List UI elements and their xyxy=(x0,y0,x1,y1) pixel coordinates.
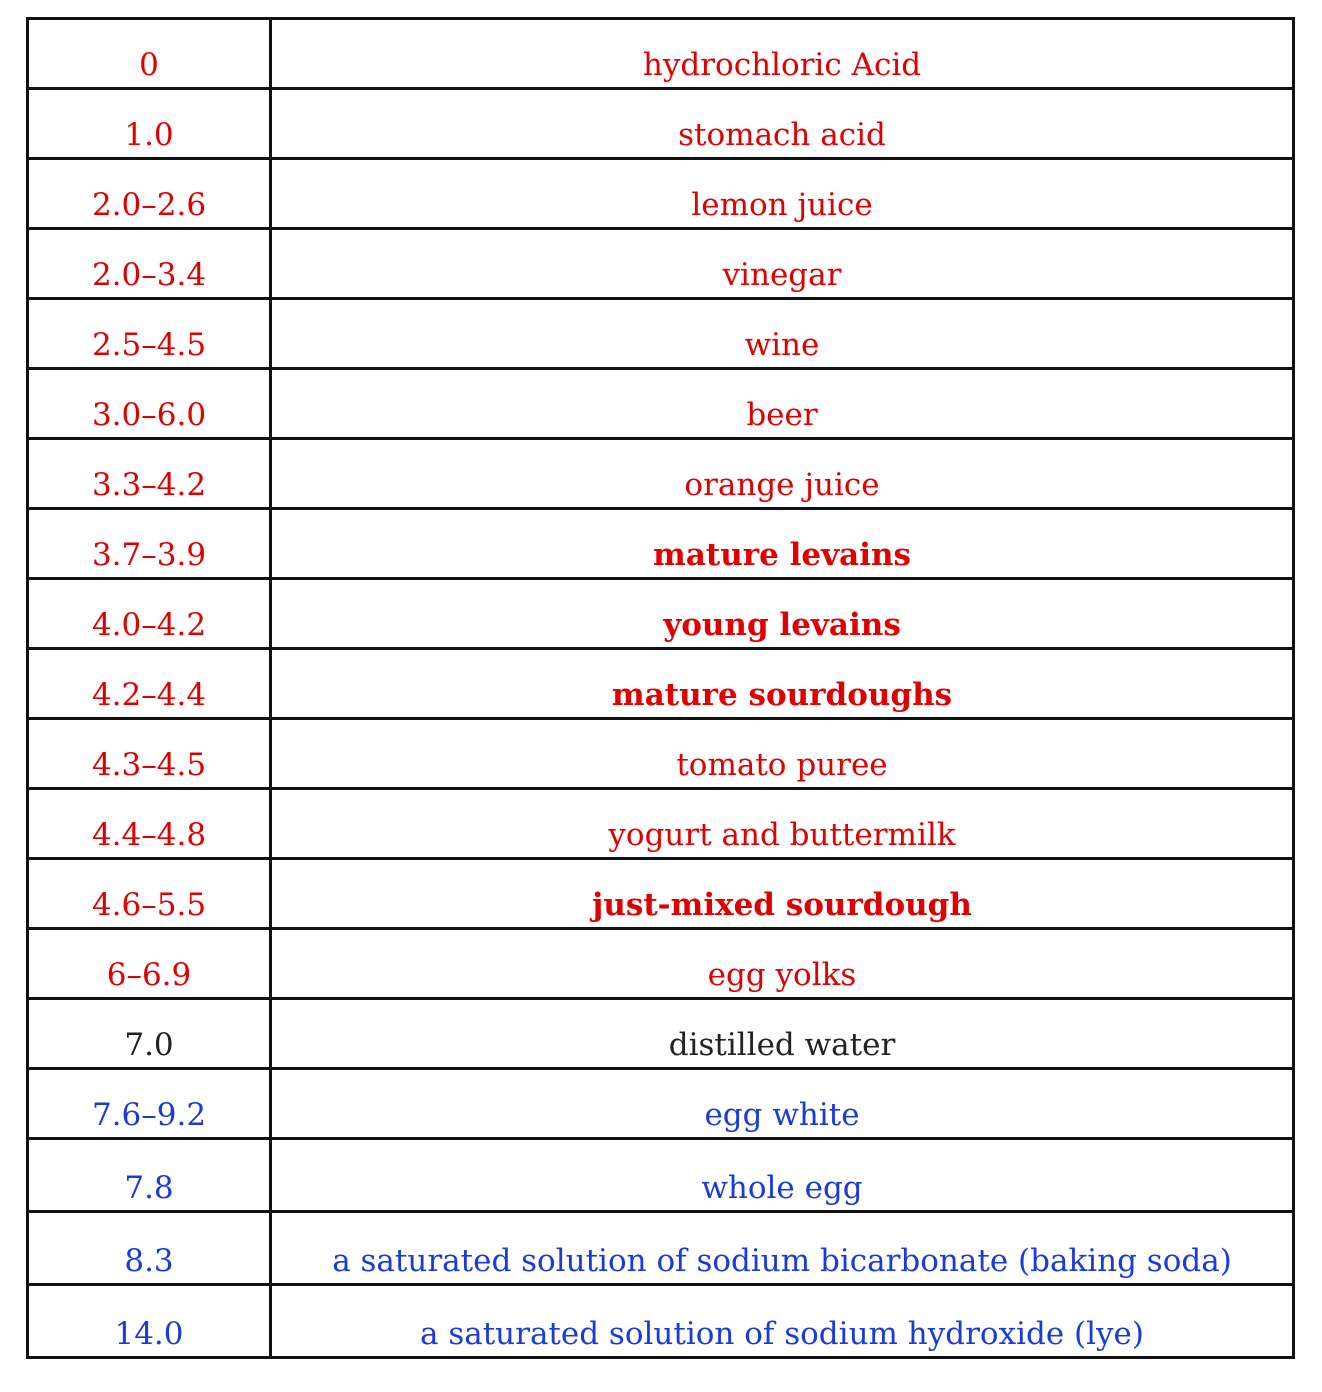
ph-value-cell: 7.8 xyxy=(28,1139,271,1212)
table-row xyxy=(28,789,1294,859)
ph-value-cell: 6–6.9 xyxy=(28,929,271,999)
table-row xyxy=(28,1212,1294,1285)
ph-value-cell: 4.3–4.5 xyxy=(28,719,271,789)
substance-cell: vinegar xyxy=(271,229,1294,299)
ph-value-cell: 3.0–6.0 xyxy=(28,369,271,439)
table-row xyxy=(28,89,1294,159)
table-row xyxy=(28,929,1294,999)
substance-cell: hydrochloric Acid xyxy=(271,19,1294,89)
substance-cell: just-mixed sourdough xyxy=(271,859,1294,929)
table-row xyxy=(28,999,1294,1069)
table-row xyxy=(28,439,1294,509)
ph-value-cell: 14.0 xyxy=(28,1285,271,1358)
substance-cell: a saturated solution of sodium bicarbonate (baking soda) xyxy=(271,1212,1294,1285)
ph-value-cell: 1.0 xyxy=(28,89,271,159)
ph-value-cell: 2.5–4.5 xyxy=(28,299,271,369)
table-row xyxy=(28,299,1294,369)
substance-cell: egg yolks xyxy=(271,929,1294,999)
table-row xyxy=(28,719,1294,789)
table-row xyxy=(28,1069,1294,1139)
substance-cell: mature levains xyxy=(271,509,1294,579)
ph-value-cell: 0 xyxy=(28,19,271,89)
substance-cell: tomato puree xyxy=(271,719,1294,789)
table-row xyxy=(28,1139,1294,1212)
substance-cell: orange juice xyxy=(271,439,1294,509)
table-row xyxy=(28,579,1294,649)
table-row xyxy=(28,1285,1294,1358)
ph-value-cell: 3.3–4.2 xyxy=(28,439,271,509)
ph-value-cell: 2.0–2.6 xyxy=(28,159,271,229)
substance-cell: distilled water xyxy=(271,999,1294,1069)
table-row xyxy=(28,229,1294,299)
ph-value-cell: 4.0–4.2 xyxy=(28,579,271,649)
substance-cell: a saturated solution of sodium hydroxide (lye) xyxy=(271,1285,1294,1358)
table-row xyxy=(28,649,1294,719)
ph-value-cell: 3.7–3.9 xyxy=(28,509,271,579)
ph-value-cell: 7.6–9.2 xyxy=(28,1069,271,1139)
substance-cell: beer xyxy=(271,369,1294,439)
ph-value-cell: 4.6–5.5 xyxy=(28,859,271,929)
ph-value-cell: 7.0 xyxy=(28,999,271,1069)
substance-cell: wine xyxy=(271,299,1294,369)
table-row xyxy=(28,19,1294,89)
substance-cell: whole egg xyxy=(271,1139,1294,1212)
ph-value-cell: 8.3 xyxy=(28,1212,271,1285)
substance-cell: lemon juice xyxy=(271,159,1294,229)
table-row xyxy=(28,159,1294,229)
substance-cell: yogurt and buttermilk xyxy=(271,789,1294,859)
table-row xyxy=(28,859,1294,929)
table-row xyxy=(28,509,1294,579)
substance-cell: young levains xyxy=(271,579,1294,649)
ph-value-cell: 4.4–4.8 xyxy=(28,789,271,859)
ph-value-cell: 2.0–3.4 xyxy=(28,229,271,299)
substance-cell: egg white xyxy=(271,1069,1294,1139)
ph-table xyxy=(26,17,1295,1359)
ph-table-body xyxy=(28,19,1294,1358)
table-row xyxy=(28,369,1294,439)
substance-cell: mature sourdoughs xyxy=(271,649,1294,719)
substance-cell: stomach acid xyxy=(271,89,1294,159)
ph-value-cell: 4.2–4.4 xyxy=(28,649,271,719)
